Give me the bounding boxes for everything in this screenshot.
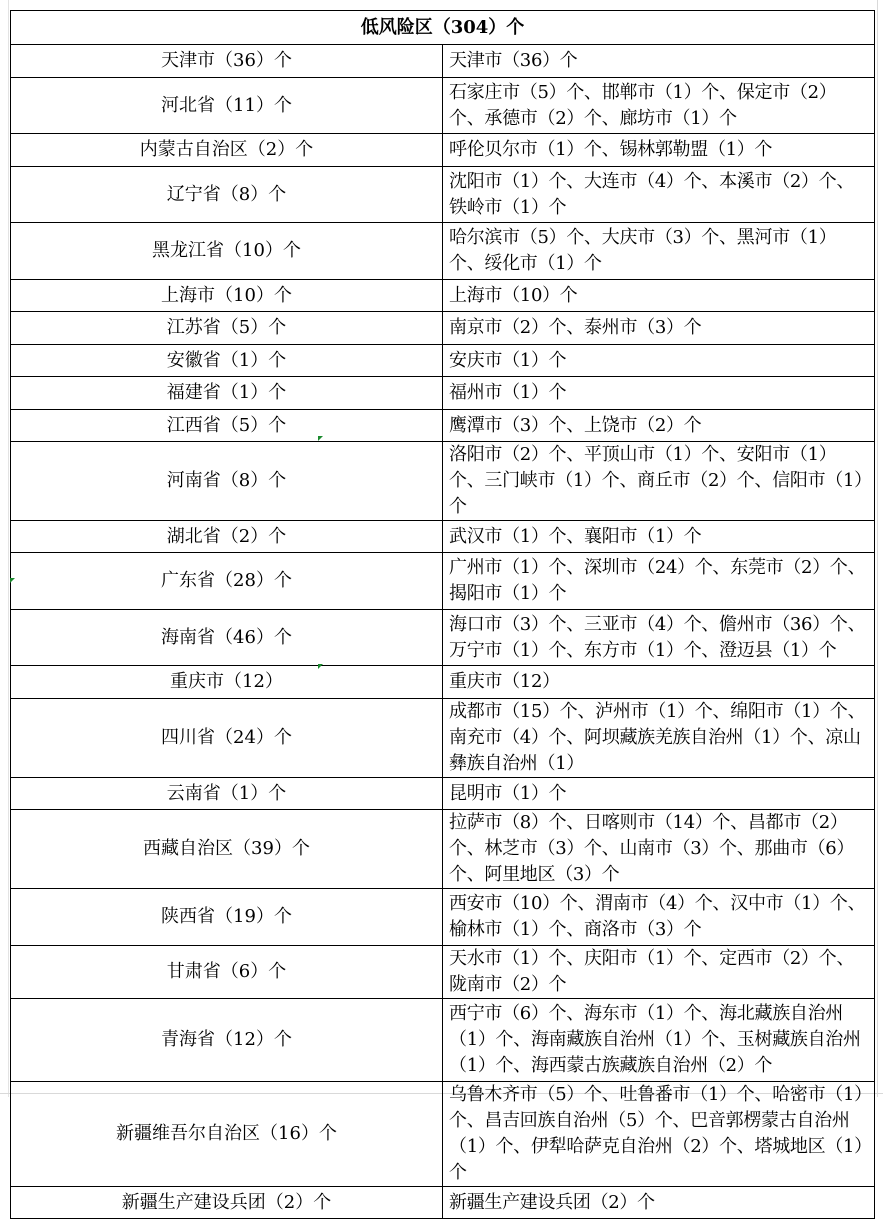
detail-cell[interactable]: 重庆市（12） [443,666,875,699]
region-cell[interactable]: 天津市（36）个 [11,45,443,78]
table-row [11,999,875,1082]
sheet-gridline-right [877,0,878,1097]
region-cell[interactable]: 新疆生产建设兵团（2）个 [11,1187,443,1219]
table-row [11,134,875,167]
table-row [11,167,875,223]
region-cell[interactable]: 海南省（46）个 [11,610,443,666]
detail-cell[interactable]: 沈阳市（1）个、大连市（4）个、本溪市（2）个、铁岭市（1）个 [443,167,875,223]
region-cell[interactable]: 上海市（10）个 [11,280,443,312]
table-row [11,1082,875,1187]
cell-comment-marker [10,578,15,583]
detail-cell[interactable]: 天水市（1）个、庆阳市（1）个、定西市（2）个、陇南市（2）个 [443,946,875,999]
detail-cell[interactable]: 海口市（3）个、三亚市（4）个、儋州市（36）个、万宁市（1）个、东方市（1）个、澄迈县（1）个 [443,610,875,666]
detail-cell[interactable]: 石家庄市（5）个、邯郸市（1）个、保定市（2）个、承德市（2）个、廊坊市（1）个 [443,78,875,134]
detail-cell[interactable]: 南京市（2）个、泰州市（3）个 [443,312,875,345]
region-cell[interactable]: 湖北省（2）个 [11,521,443,553]
detail-cell[interactable]: 呼伦贝尔市（1）个、锡林郭勒盟（1）个 [443,134,875,167]
region-cell[interactable]: 辽宁省（8）个 [11,167,443,223]
region-cell[interactable]: 云南省（1）个 [11,778,443,810]
detail-cell[interactable]: 哈尔滨市（5）个、大庆市（3）个、黑河市（1）个、绥化市（1）个 [443,223,875,280]
table-row [11,442,875,521]
detail-cell[interactable]: 拉萨市（8）个、日喀则市（14）个、昌都市（2）个、林芝市（3）个、山南市（3）个、那曲市（6）个、阿里地区（3）个 [443,810,875,889]
detail-cell[interactable]: 广州市（1）个、深圳市（24）个、东莞市（2）个、揭阳市（1）个 [443,553,875,610]
table-row [11,699,875,778]
table-title[interactable]: 低风险区（304）个 [11,11,875,45]
table-row [11,610,875,666]
region-cell[interactable]: 河南省（8）个 [11,442,443,521]
region-cell[interactable]: 西藏自治区（39）个 [11,810,443,889]
region-cell[interactable]: 广东省（28）个 [11,553,443,610]
region-cell[interactable]: 福建省（1）个 [11,377,443,410]
region-cell[interactable]: 江苏省（5）个 [11,312,443,345]
region-cell[interactable]: 黑龙江省（10）个 [11,223,443,280]
table-row [11,778,875,810]
region-cell[interactable]: 甘肃省（6）个 [11,946,443,999]
region-cell[interactable]: 内蒙古自治区（2）个 [11,134,443,167]
region-cell[interactable]: 新疆维吾尔自治区（16）个 [11,1082,443,1187]
cell-comment-marker [318,664,323,669]
region-cell[interactable]: 安徽省（1）个 [11,345,443,377]
region-cell[interactable]: 江西省（5）个 [11,410,443,442]
table-row [11,810,875,889]
detail-cell[interactable]: 成都市（15）个、泸州市（1）个、绵阳市（1）个、南充市（4）个、阿坝藏族羌族自治州（1）个、凉山彝族自治州（1） [443,699,875,778]
detail-cell[interactable]: 武汉市（1）个、襄阳市（1）个 [443,521,875,553]
region-cell[interactable]: 青海省（12）个 [11,999,443,1082]
table-row [11,280,875,312]
detail-cell[interactable]: 鹰潭市（3）个、上饶市（2）个 [443,410,875,442]
table-row [11,666,875,699]
region-cell[interactable]: 四川省（24）个 [11,699,443,778]
detail-cell[interactable]: 西安市（10）个、渭南市（4）个、汉中市（1）个、榆林市（1）个、商洛市（3）个 [443,889,875,946]
table-row [11,377,875,410]
title-row [11,11,875,45]
table-row [11,345,875,377]
detail-cell[interactable]: 天津市（36）个 [443,45,875,78]
table-row [11,521,875,553]
table-row [11,889,875,946]
detail-cell[interactable]: 新疆生产建设兵团（2）个 [443,1187,875,1219]
table-row [11,78,875,134]
detail-cell[interactable]: 乌鲁木齐市（5）个、吐鲁番市（1）个、哈密市（1）个、昌吉回族自治州（5）个、巴音郭楞蒙古自治州（1）个、伊犁哈萨克自治州（2）个、塔城地区（1）个 [443,1082,875,1187]
detail-cell[interactable]: 洛阳市（2）个、平顶山市（1）个、安阳市（1）个、三门峡市（1）个、商丘市（2）个、信阳市（1）个 [443,442,875,521]
region-cell[interactable]: 河北省（11）个 [11,78,443,134]
detail-cell[interactable]: 福州市（1）个 [443,377,875,410]
detail-cell[interactable]: 西宁市（6）个、海东市（1）个、海北藏族自治州（1）个、海南藏族自治州（1）个、玉树藏族自治州（1）个、海西蒙古族藏族自治州（2）个 [443,999,875,1082]
cell-comment-marker [318,436,323,441]
region-cell[interactable]: 重庆市（12） [11,666,443,699]
region-cell[interactable]: 陕西省（19）个 [11,889,443,946]
table-row [11,1187,875,1219]
table-row [11,223,875,280]
table-row [11,553,875,610]
sheet-gridline-left [8,0,9,1097]
table-row [11,45,875,78]
table-row [11,410,875,442]
detail-cell[interactable]: 上海市（10）个 [443,280,875,312]
table-row [11,312,875,345]
detail-cell[interactable]: 昆明市（1）个 [443,778,875,810]
table-row [11,946,875,999]
detail-cell[interactable]: 安庆市（1）个 [443,345,875,377]
low-risk-area-table [10,10,875,1219]
